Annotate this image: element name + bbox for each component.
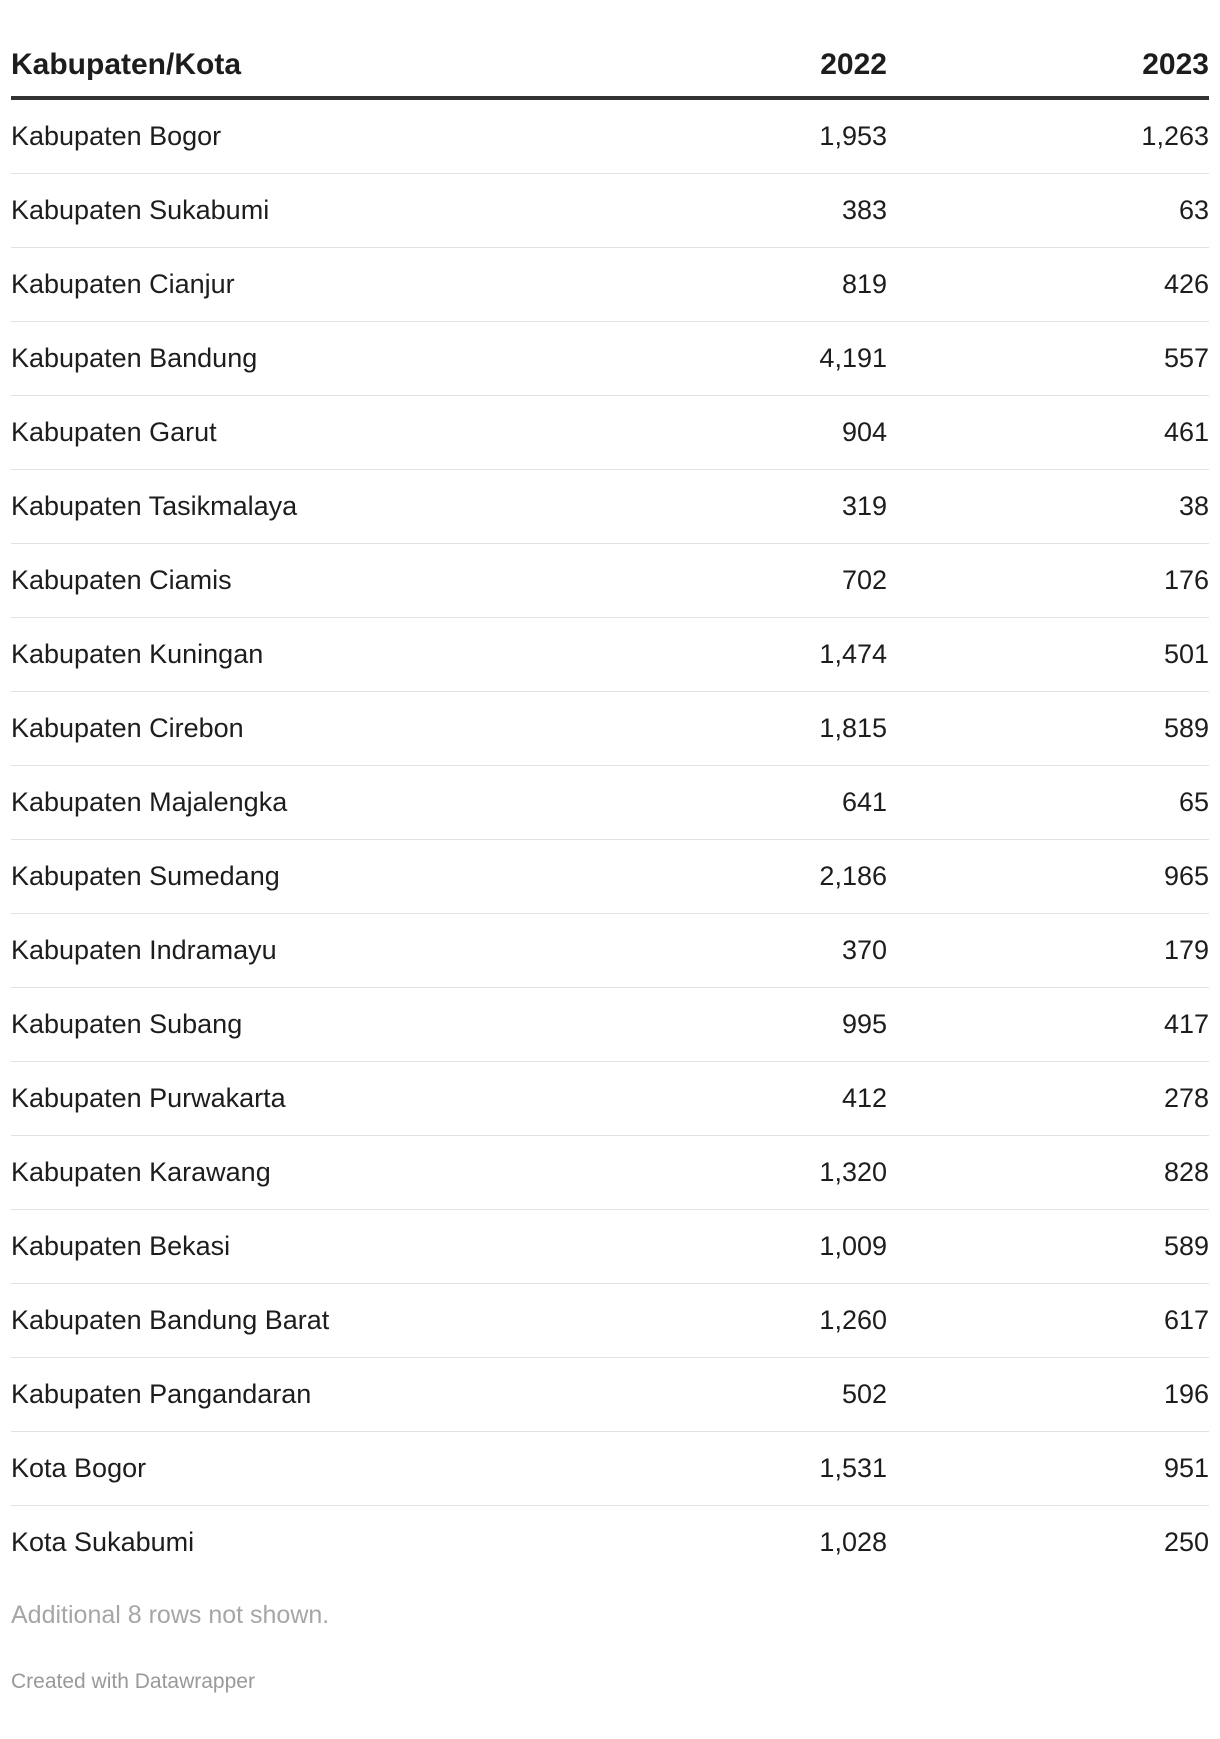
cell-2022: 1,028: [819, 1527, 887, 1557]
cell-2022: 1,815: [677, 692, 887, 766]
column-header-2023[interactable]: 2023: [887, 33, 1209, 98]
table-header-row: [11, 33, 1209, 98]
cell-2022: 641: [677, 766, 887, 840]
cell-name: Kabupaten Bandung Barat: [11, 1284, 677, 1358]
cell-2023: 1,263: [887, 98, 1209, 174]
column-header-2022[interactable]: 2022: [677, 33, 887, 98]
table-row: [11, 1210, 1209, 1284]
table-container: [0, 33, 1220, 1694]
cell-2023: 589: [887, 692, 1209, 766]
cell-2022: 1,953: [677, 98, 887, 174]
cell-name: Kabupaten Indramayu: [11, 914, 677, 988]
cell-2023: 951: [887, 1432, 1209, 1506]
cell-2023: 501: [887, 618, 1209, 692]
table-row: [11, 692, 1209, 766]
cell-2023: 179: [887, 914, 1209, 988]
cell-2023: 426: [887, 248, 1209, 322]
cell-name: Kota Bogor: [11, 1432, 677, 1506]
cell-name: Kabupaten Bandung: [11, 322, 677, 396]
table-row: [11, 1506, 1209, 1580]
cell-name: Kabupaten Sukabumi: [11, 174, 677, 248]
cell-name: Kabupaten Purwakarta: [11, 1062, 677, 1136]
cell-2022: 995: [677, 988, 887, 1062]
column-header-kabupaten-kota[interactable]: Kabupaten/Kota: [11, 33, 677, 98]
table-row: [11, 618, 1209, 692]
cell-name: Kabupaten Pangandaran: [11, 1358, 677, 1432]
cell-2022: 819: [677, 248, 887, 322]
datawrapper-credit: Created with Datawrapper: [11, 1670, 255, 1693]
cell-name: Kabupaten Majalengka: [11, 766, 677, 840]
cell-2022: 1,260: [677, 1284, 887, 1358]
cell-2022: 702: [677, 544, 887, 618]
table-row: [11, 1358, 1209, 1432]
table-row: [11, 840, 1209, 914]
table-row: [11, 988, 1209, 1062]
cell-2022: 904: [677, 396, 887, 470]
cell-2023: 63: [887, 174, 1209, 248]
cell-name: Kabupaten Garut: [11, 396, 677, 470]
cell-2022: 319: [677, 470, 887, 544]
table-row: [11, 544, 1209, 618]
table-row: [11, 174, 1209, 248]
table-row: [11, 1432, 1209, 1506]
cell-name: Kabupaten Karawang: [11, 1136, 677, 1210]
table-row: [11, 1062, 1209, 1136]
cell-2023: 557: [887, 322, 1209, 396]
cell-2022: 1,531: [677, 1432, 887, 1506]
cell-name: Kabupaten Bogor: [11, 98, 677, 174]
cell-2023: 250: [1163, 1527, 1209, 1557]
cell-2023: 38: [887, 470, 1209, 544]
table-row: [11, 766, 1209, 840]
table-row: [11, 470, 1209, 544]
cell-2022: 370: [677, 914, 887, 988]
cell-name: Kabupaten Subang: [11, 988, 677, 1062]
cell-2023: 417: [887, 988, 1209, 1062]
rows-not-shown-note: Additional 8 rows not shown.: [11, 1601, 330, 1629]
table-row: [11, 1284, 1209, 1358]
cell-name: Kabupaten Kuningan: [11, 618, 677, 692]
data-table: [11, 33, 1209, 1579]
cell-2023: 196: [887, 1358, 1209, 1432]
cell-2023: 965: [887, 840, 1209, 914]
table-row: [11, 98, 1209, 174]
cell-2022: 412: [677, 1062, 887, 1136]
cell-2023: 65: [887, 766, 1209, 840]
cell-2022: 1,320: [677, 1136, 887, 1210]
cell-name: Kabupaten Bekasi: [11, 1210, 677, 1284]
table-body: [11, 98, 1209, 1579]
table-row: [11, 322, 1209, 396]
cell-2023: 617: [887, 1284, 1209, 1358]
cell-2022: 2,186: [677, 840, 887, 914]
table-row: [11, 396, 1209, 470]
cell-name: Kabupaten Cirebon: [11, 692, 677, 766]
cell-2022: 502: [677, 1358, 887, 1432]
cell-2023: 828: [887, 1136, 1209, 1210]
table-row: [11, 1136, 1209, 1210]
cell-name: Kabupaten Sumedang: [11, 840, 677, 914]
cell-2022: 1,474: [677, 618, 887, 692]
cell-2023: 461: [887, 396, 1209, 470]
cell-2023: 278: [887, 1062, 1209, 1136]
cell-name: Kabupaten Ciamis: [11, 544, 677, 618]
cell-2022: 383: [677, 174, 887, 248]
table-row: [11, 248, 1209, 322]
cell-2023: 589: [887, 1210, 1209, 1284]
cell-2022: 1,009: [677, 1210, 887, 1284]
cell-name: Kota Sukabumi: [11, 1527, 195, 1557]
cell-name: Kabupaten Tasikmalaya: [11, 470, 677, 544]
cell-name: Kabupaten Cianjur: [11, 248, 677, 322]
cell-2023: 176: [887, 544, 1209, 618]
cell-2022: 4,191: [677, 322, 887, 396]
table-row: [11, 914, 1209, 988]
